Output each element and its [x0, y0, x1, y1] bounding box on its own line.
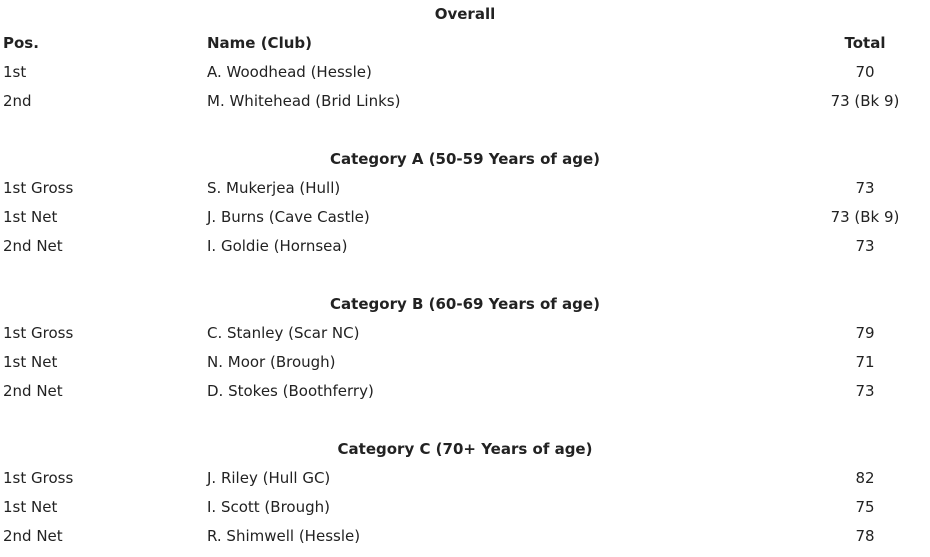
table-header-row — [0, 29, 930, 58]
table-row — [0, 348, 930, 377]
section-title-category-c: Category C (70+ Years of age) — [337, 440, 593, 458]
row-name: R. Shimwell (Hessle) — [207, 527, 361, 545]
section-title-overall: Overall — [434, 5, 496, 23]
row-total: 73 (Bk 9) — [830, 92, 900, 110]
row-pos: 1st Net — [3, 208, 58, 226]
row-pos: 1st Gross — [3, 469, 74, 487]
row-name: C. Stanley (Scar NC) — [207, 324, 360, 342]
row-total: 73 — [855, 382, 875, 400]
table-row — [0, 377, 930, 406]
row-name: A. Woodhead (Hessle) — [207, 63, 372, 81]
table-row — [0, 493, 930, 522]
row-pos: 1st Gross — [3, 179, 74, 197]
row-name: D. Stokes (Boothferry) — [207, 382, 374, 400]
table-row — [0, 232, 930, 261]
row-name: N. Moor (Brough) — [207, 353, 336, 371]
section-spacer — [0, 116, 930, 145]
row-name: J. Riley (Hull GC) — [207, 469, 331, 487]
row-name: J. Burns (Cave Castle) — [207, 208, 370, 226]
row-pos: 1st Gross — [3, 324, 74, 342]
table-row — [0, 319, 930, 348]
table-row — [0, 87, 930, 116]
row-total: 79 — [855, 324, 875, 342]
row-name: I. Scott (Brough) — [207, 498, 330, 516]
row-pos: 2nd Net — [3, 527, 63, 545]
table-row — [0, 464, 930, 493]
row-name: M. Whitehead (Brid Links) — [207, 92, 401, 110]
row-pos: 2nd — [3, 92, 32, 110]
row-total: 73 (Bk 9) — [830, 208, 900, 226]
row-name: S. Mukerjea (Hull) — [207, 179, 341, 197]
table-row — [0, 58, 930, 87]
row-pos: 2nd Net — [3, 237, 63, 255]
row-total: 71 — [855, 353, 875, 371]
header-total: Total — [844, 34, 886, 52]
section-title-category-b: Category B (60-69 Years of age) — [330, 295, 600, 313]
table-row — [0, 174, 930, 203]
row-pos: 1st — [3, 63, 27, 81]
row-total: 70 — [855, 63, 875, 81]
row-pos: 1st Net — [3, 498, 58, 516]
row-pos: 2nd Net — [3, 382, 63, 400]
section-spacer — [0, 261, 930, 290]
section-spacer — [0, 406, 930, 435]
row-pos: 1st Net — [3, 353, 58, 371]
row-total: 75 — [855, 498, 875, 516]
row-name: I. Goldie (Hornsea) — [207, 237, 348, 255]
header-name: Name (Club) — [207, 34, 312, 52]
row-total: 82 — [855, 469, 875, 487]
table-row — [0, 203, 930, 232]
row-total: 78 — [855, 527, 875, 545]
section-title-category-a: Category A (50-59 Years of age) — [329, 150, 601, 168]
header-pos: Pos. — [3, 34, 39, 52]
row-total: 73 — [855, 237, 875, 255]
row-total: 73 — [855, 179, 875, 197]
table-row — [0, 522, 930, 551]
